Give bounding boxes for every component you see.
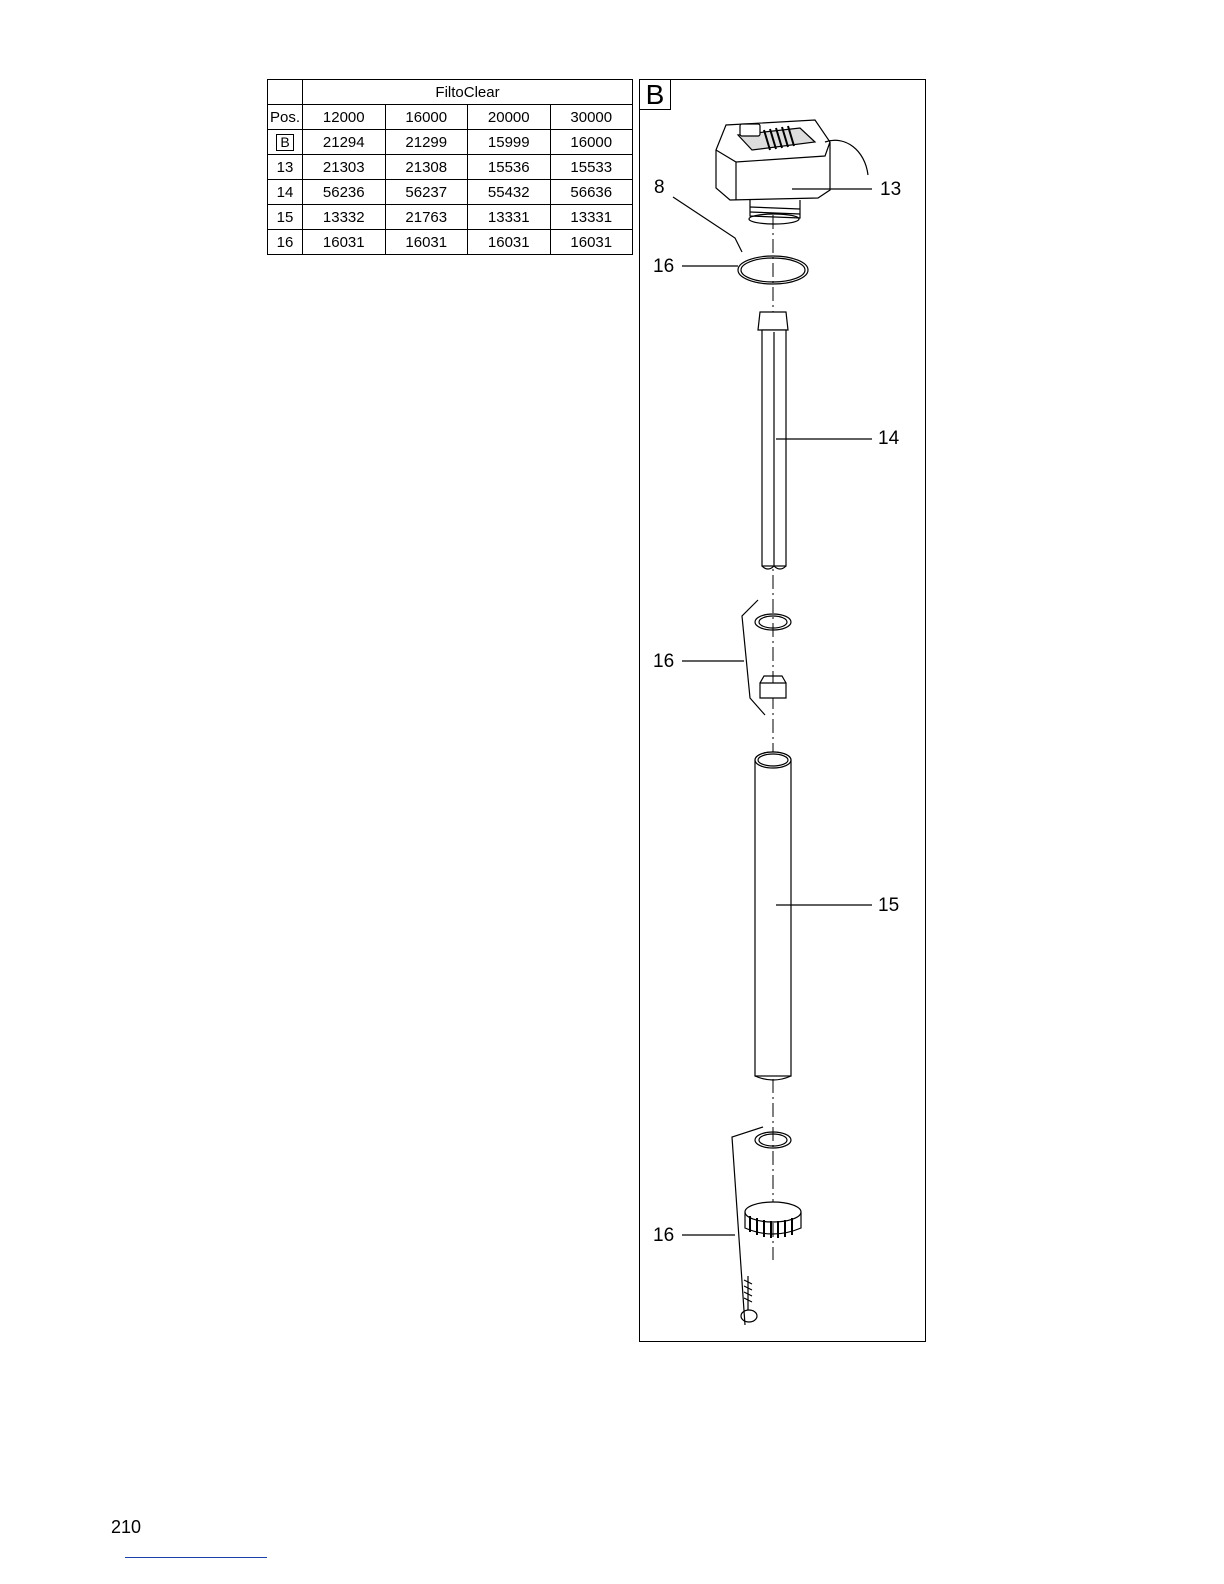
quartz-glass-tube xyxy=(755,752,791,1080)
part-number-cell: 13331 xyxy=(468,205,551,230)
part-number-cell: 16000 xyxy=(550,130,633,155)
callout-15: 15 xyxy=(878,895,900,916)
part-number-cell: 13331 xyxy=(550,205,633,230)
model-header: 16000 xyxy=(385,105,468,130)
part-number-cell: 55432 xyxy=(468,180,551,205)
footer-rule xyxy=(125,1557,267,1558)
callout-16-mid: 16 xyxy=(653,651,675,672)
model-header: 20000 xyxy=(468,105,551,130)
part-number-cell: 15536 xyxy=(468,155,551,180)
callout-13: 13 xyxy=(880,179,902,200)
boxed-pos-label: B xyxy=(276,134,293,151)
figure-letter: B xyxy=(640,80,671,110)
part-number-cell: 13332 xyxy=(303,205,386,230)
pos-cell: 15 xyxy=(268,205,303,230)
part-number-cell: 21294 xyxy=(303,130,386,155)
uvc-lamp xyxy=(758,312,788,569)
parts-table xyxy=(267,79,633,255)
model-header: 30000 xyxy=(550,105,633,130)
pos-cell: 16 xyxy=(268,230,303,255)
part-number-cell: 56236 xyxy=(303,180,386,205)
table-row xyxy=(268,230,633,255)
part-number-cell: 21763 xyxy=(385,205,468,230)
table-row xyxy=(268,155,633,180)
table-corner-cell xyxy=(268,80,303,105)
part-number-cell: 15999 xyxy=(468,130,551,155)
lamp-holder xyxy=(760,683,786,698)
leader-8 xyxy=(673,197,742,252)
part-number-cell: 21303 xyxy=(303,155,386,180)
part-number-cell: 21299 xyxy=(385,130,468,155)
table-models-row xyxy=(268,105,633,130)
table-header-row xyxy=(268,80,633,105)
callout-14: 14 xyxy=(878,428,900,449)
part-number-cell: 16031 xyxy=(468,230,551,255)
pos-cell: 13 xyxy=(268,155,303,180)
pos-label: Pos. xyxy=(268,105,303,130)
part-number-cell: 21308 xyxy=(385,155,468,180)
callout-16-top: 16 xyxy=(653,256,675,277)
pos-cell xyxy=(268,130,303,155)
exploded-view-diagram xyxy=(639,79,926,1342)
part-number-cell: 16031 xyxy=(550,230,633,255)
clarifier-head xyxy=(716,120,868,224)
part-number-cell: 16031 xyxy=(385,230,468,255)
product-name: FiltoClear xyxy=(303,80,633,105)
callout-8: 8 xyxy=(654,177,665,198)
exploded-view-drawing xyxy=(640,80,927,1343)
part-number-cell: 56237 xyxy=(385,180,468,205)
part-number-cell: 15533 xyxy=(550,155,633,180)
page-number: 210 xyxy=(111,1517,142,1537)
part-number-cell: 56636 xyxy=(550,180,633,205)
pos-cell: 14 xyxy=(268,180,303,205)
part-number-cell: 16031 xyxy=(303,230,386,255)
table-row xyxy=(268,130,633,155)
table-row xyxy=(268,180,633,205)
model-header: 12000 xyxy=(303,105,386,130)
table-row xyxy=(268,205,633,230)
callout-16-bottom: 16 xyxy=(653,1225,675,1246)
